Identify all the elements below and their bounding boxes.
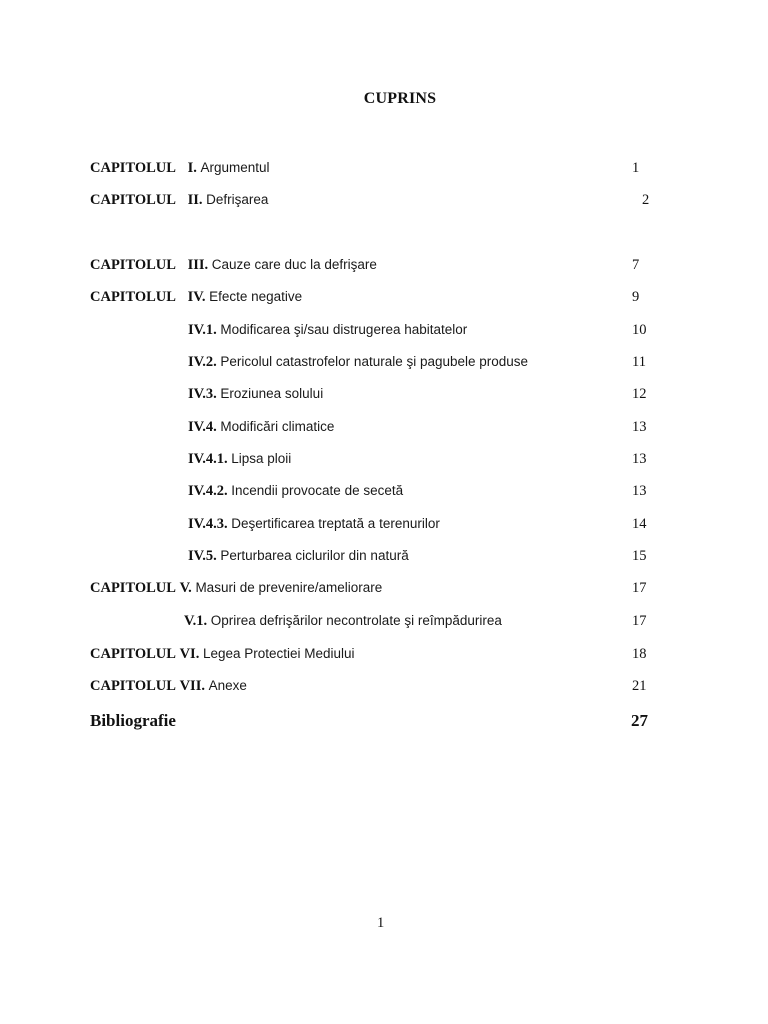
chapter-number: IV. bbox=[187, 289, 206, 305]
chapter-number: II. bbox=[187, 192, 203, 208]
section-title: Deşertificarea treptată a terenurilor bbox=[231, 516, 440, 531]
chapter-label: CAPITOLUL bbox=[90, 646, 176, 662]
section-title: Lipsa ploii bbox=[231, 451, 292, 466]
section-number: IV.5. bbox=[188, 548, 217, 564]
toc-entry[interactable] bbox=[90, 192, 268, 209]
section-title: Modificări climatice bbox=[220, 419, 335, 434]
page-number: 21 bbox=[632, 678, 647, 694]
chapter-number: III. bbox=[187, 257, 209, 273]
chapter-label: CAPITOLUL bbox=[90, 192, 176, 208]
toc-entry[interactable] bbox=[188, 548, 409, 565]
section-title: Perturbarea ciclurilor din natură bbox=[220, 548, 409, 563]
toc-entry[interactable] bbox=[188, 386, 323, 403]
chapter-title: Defrişarea bbox=[206, 192, 269, 207]
chapter-title: Cauze care duc la defrişare bbox=[211, 257, 377, 272]
page-number: 13 bbox=[632, 419, 647, 435]
bibliography-page-number: 27 bbox=[631, 711, 648, 730]
bibliography-label: Bibliografie bbox=[90, 711, 176, 730]
page-number: 7 bbox=[632, 257, 640, 273]
section-number: IV.2. bbox=[188, 354, 217, 370]
toc-entry[interactable] bbox=[90, 289, 302, 306]
page-number: 11 bbox=[632, 354, 646, 370]
toc-entry[interactable] bbox=[90, 580, 382, 597]
chapter-title: Efecte negative bbox=[209, 289, 303, 304]
section-number: IV.4.1. bbox=[188, 451, 228, 467]
section-number: V.1. bbox=[184, 613, 208, 629]
page-number: 13 bbox=[632, 451, 647, 467]
toc-entry[interactable] bbox=[188, 483, 403, 500]
section-title: Incendii provocate de secetă bbox=[231, 483, 404, 498]
chapter-label: CAPITOLUL bbox=[90, 678, 176, 694]
section-title: Eroziunea solului bbox=[220, 386, 324, 401]
page-number: 2 bbox=[642, 192, 650, 208]
toc-entry[interactable] bbox=[90, 160, 270, 177]
page-number: 18 bbox=[632, 646, 647, 662]
toc-entry[interactable] bbox=[188, 354, 528, 371]
chapter-label: CAPITOLUL bbox=[90, 289, 176, 305]
section-number: IV.4.3. bbox=[188, 516, 228, 532]
chapter-title: Masuri de prevenire/ameliorare bbox=[195, 580, 383, 595]
page-number: 1 bbox=[632, 160, 640, 176]
toc-entry[interactable] bbox=[90, 678, 247, 695]
page-number: 15 bbox=[632, 548, 647, 564]
chapter-title: Anexe bbox=[208, 678, 247, 693]
section-number: IV.4.2. bbox=[188, 483, 228, 499]
chapter-number: VI. bbox=[179, 646, 200, 662]
toc-entry[interactable] bbox=[90, 646, 355, 663]
page-number: 12 bbox=[632, 386, 647, 402]
chapter-label: CAPITOLUL bbox=[90, 160, 176, 176]
toc-entry[interactable] bbox=[188, 516, 440, 533]
chapter-label: CAPITOLUL bbox=[90, 257, 176, 273]
section-number: IV.4. bbox=[188, 419, 217, 435]
chapter-number: VII. bbox=[179, 678, 205, 694]
page-number: 14 bbox=[632, 516, 647, 532]
toc-entry[interactable] bbox=[188, 451, 291, 468]
chapter-number: V. bbox=[179, 580, 192, 596]
toc-entry[interactable] bbox=[188, 419, 334, 436]
footer-page-number: 1 bbox=[377, 915, 385, 931]
chapter-title: Argumentul bbox=[200, 160, 270, 175]
page-number: 17 bbox=[632, 613, 647, 629]
page-title: CUPRINS bbox=[363, 90, 437, 107]
bibliography-entry[interactable] bbox=[90, 711, 176, 731]
section-number: IV.3. bbox=[188, 386, 217, 402]
page-number: 13 bbox=[632, 483, 647, 499]
section-title: Modificarea şi/sau distrugerea habitatelor bbox=[220, 322, 468, 337]
chapter-number: I. bbox=[187, 160, 197, 176]
page-number: 10 bbox=[632, 322, 647, 338]
page-number: 17 bbox=[632, 580, 647, 596]
section-title: Pericolul catastrofelor naturale şi pagubele produse bbox=[220, 354, 529, 369]
chapter-label: CAPITOLUL bbox=[90, 580, 176, 596]
page-number: 9 bbox=[632, 289, 640, 305]
section-number: IV.1. bbox=[188, 322, 217, 338]
chapter-title: Legea Protectiei Mediului bbox=[202, 646, 355, 661]
toc-entry[interactable] bbox=[90, 257, 377, 274]
section-title: Oprirea defrişărilor necontrolate şi reîmpădurirea bbox=[210, 613, 502, 628]
toc-entry[interactable] bbox=[188, 322, 467, 339]
toc-entry[interactable] bbox=[184, 613, 502, 630]
